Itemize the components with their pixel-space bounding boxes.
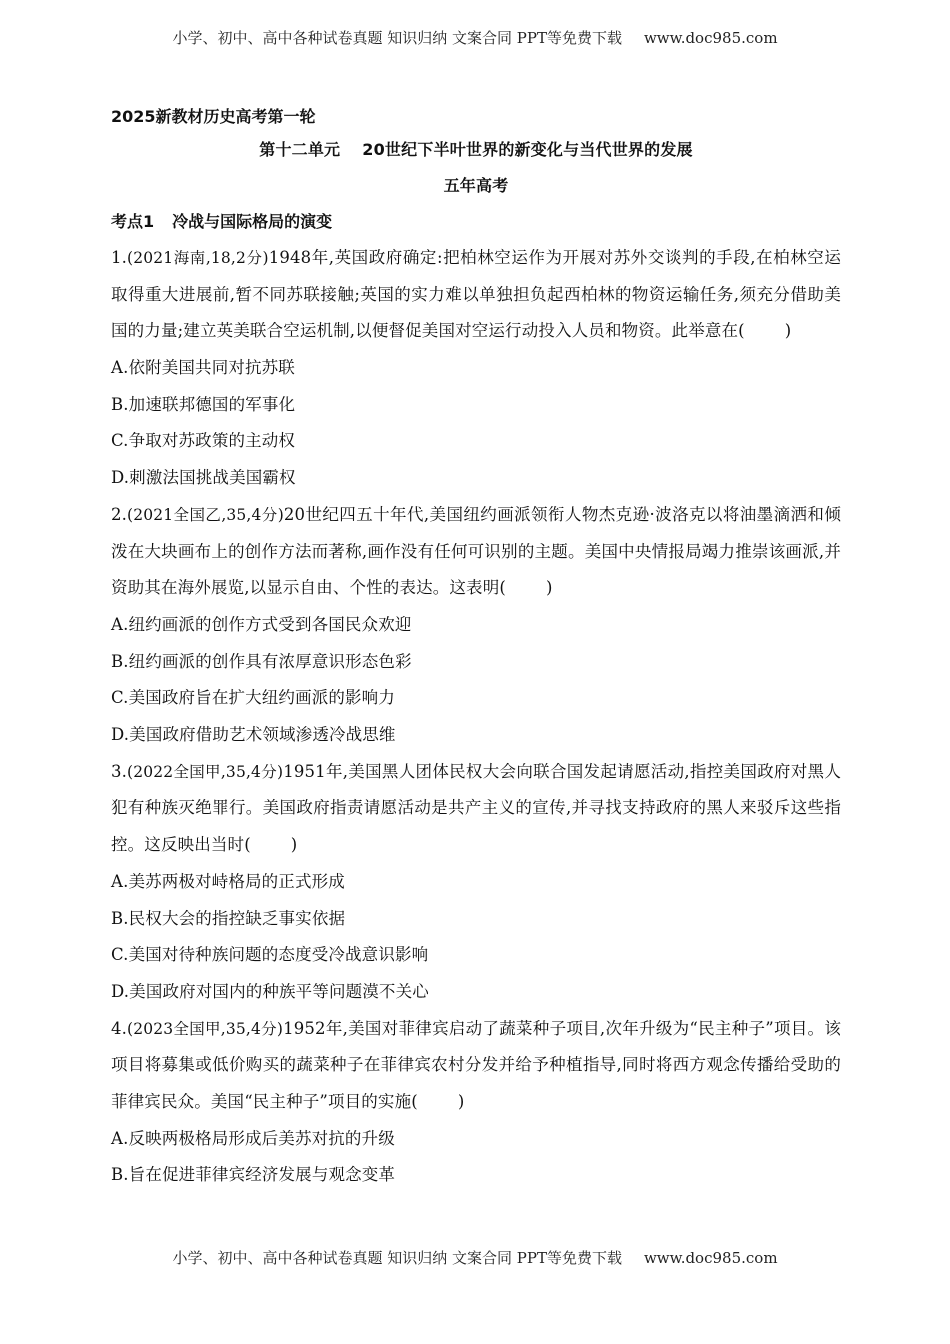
option-a: A.纽约画派的创作方式受到各国民众欢迎 [111,614,412,634]
footer-site-link[interactable]: www.doc985.com [643,1249,778,1267]
option-c: C.美国政府旨在扩大纽约画派的影响力 [111,688,395,708]
page-header [0,28,950,48]
question-text: 1952年,美国对菲律宾启动了蔬菜种子项目,次年升级为“民主种子”项目。该项目将募集或低价购买的蔬菜种子在菲律宾农村分发并给予种植指导,同时将西方观念传播给受助的菲律宾民众。美国“民主种子”项目的实施( [111,1018,841,1111]
question-stem [111,497,841,607]
topic-name: 冷战与国际格局的演变 [172,212,333,231]
option-b: B.旨在促进菲律宾经济发展与观念变革 [111,1165,396,1185]
question-4 [111,1011,841,1194]
page-footer [0,1248,950,1268]
header-site-link[interactable]: www.doc985.com [643,29,778,47]
question-source: (2021全国乙,35,4分) [127,505,284,524]
option-a: A.美苏两极对峙格局的正式形成 [111,871,345,891]
question-number: 1. [111,248,128,267]
question-number: 3. [111,761,128,781]
question-source: (2021海南,18,2分) [127,249,269,267]
document-series-title: 2025新教材历史高考第一轮 [111,107,316,126]
question-2 [111,497,841,754]
option-d: D.美国政府对国内的种族平等问题漠不关心 [111,981,429,1001]
answer-paren-close: ) [784,321,792,341]
question-text: 1951年,美国黑人团体民权大会向联合国发起请愿活动,指控美国政府对黑人犯有种族灭绝罪行。美国政府指责请愿活动是共产主义的宣传,并寻找支持政府的黑人来驳斥这些指控。这反映出当时( [111,761,841,855]
question-number: 2. [111,504,128,524]
unit-label: 第十二单元 [259,140,341,159]
option-d: D.美国政府借助艺术领域渗透冷战思维 [111,725,396,745]
answer-paren-close: ) [545,578,553,598]
document-body [111,100,841,1194]
option-a: A.反映两极格局形成后美苏对抗的升级 [111,1128,395,1148]
question-source: (2022全国甲,35,4分) [127,762,284,781]
question-number: 4. [111,1018,128,1038]
question-source: (2023全国甲,35,4分) [127,1019,284,1038]
option-b: B.民权大会的指控缺乏事实依据 [111,908,346,928]
footer-text: 小学、初中、高中各种试卷真题 知识归纳 文案合同 PPT等免费下载 [172,1249,622,1267]
unit-title [111,132,841,168]
header-text: 小学、初中、高中各种试卷真题 知识归纳 文案合同 PPT等免费下载 [172,29,622,47]
unit-name: 20世纪下半叶世界的新变化与当代世界的发展 [362,140,693,159]
option-a: A.依附美国共同对抗苏联 [111,358,295,378]
topic-heading [111,204,841,240]
option-d: D.刺激法国挑战美国霸权 [111,468,296,488]
answer-paren-close: ) [457,1091,465,1111]
question-stem [111,1011,841,1121]
option-c: C.争取对苏政策的主动权 [111,431,296,451]
option-c: C.美国对待种族问题的态度受冷战意识影响 [111,945,429,965]
question-stem [111,240,841,350]
question-1 [111,240,841,497]
option-b: B.加速联邦德国的军事化 [111,394,296,414]
topic-label: 考点1 [111,212,155,231]
question-text: 1948年,英国政府确定:把柏林空运作为开展对苏外交谈判的手段,在柏林空运取得重大进展前,暂不同苏联接触;英国的实力难以单独担负起西柏林的物资运输任务,须充分借助美国的力量;建立英美联合空运机制,以便督促美国对空运行动投入人员和物资。此举意在( [111,248,841,341]
option-b: B.纽约画派的创作具有浓厚意识形态色彩 [111,651,412,671]
section-title: 五年高考 [443,176,509,195]
answer-paren-close: ) [290,835,298,855]
question-stem [111,754,841,864]
question-3 [111,754,841,1011]
question-text: 20世纪四五十年代,美国纽约画派领衔人物杰克逊·波洛克以将油墨滴洒和倾泼在大块画布上的创作方法而著称,画作没有任何可识别的主题。美国中央情报局竭力推崇该画派,并资助其在海外展览,以显示自由、个性的表达。这表明( [111,504,841,598]
